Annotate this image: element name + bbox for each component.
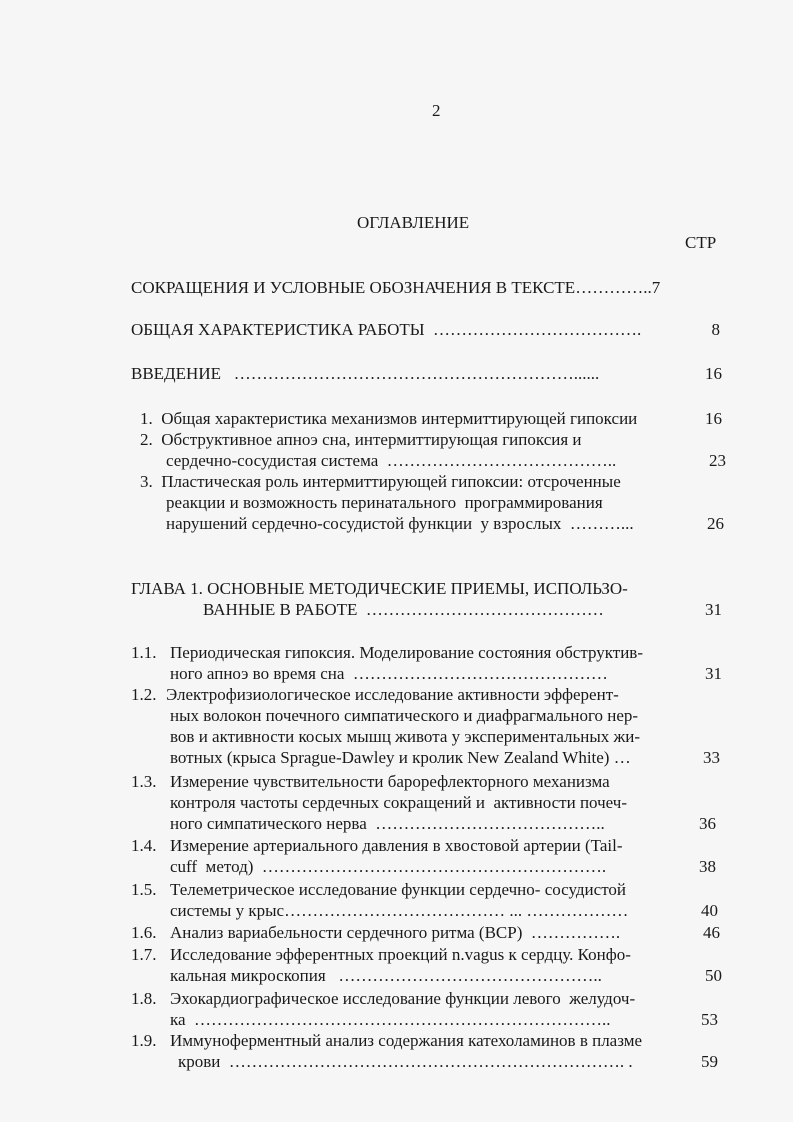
section-line: контроля частоты сердечных сокращений и активности почеч- bbox=[170, 793, 627, 812]
section-line: Измерение чувствительности барорефлекторного механизма bbox=[170, 772, 610, 791]
section-page: 46 bbox=[703, 923, 720, 942]
section-line: кальная микроскопия ……………………………………….. bbox=[170, 966, 602, 985]
intro-item-line: 3. Пластическая роль интермиттирующей гипоксии: отсроченные bbox=[140, 472, 621, 491]
intro-item-page: 16 bbox=[705, 409, 722, 428]
section-number: 1.5. bbox=[131, 880, 157, 899]
section-line: cuff метод) ……………………………………………………. bbox=[170, 857, 607, 876]
section-line: Анализ вариабельности сердечного ритма (ВСР) ……………. bbox=[170, 923, 621, 942]
toc-page-general-description: 8 bbox=[711, 320, 720, 339]
toc-entry-introduction: ВВЕДЕНИЕ ……………………………………………………...... bbox=[131, 364, 600, 383]
section-number: 1.2. bbox=[131, 685, 157, 704]
toc-entry-abbreviations: СОКРАЩЕНИЯ И УСЛОВНЫЕ ОБОЗНАЧЕНИЯ В ТЕКСТЕ…………..7 bbox=[131, 278, 661, 297]
toc-page-introduction: 16 bbox=[705, 364, 722, 383]
section-line: системы у крыс………………………………… ... ……………… bbox=[170, 901, 629, 920]
section-number: 1.8. bbox=[131, 989, 157, 1008]
section-line: вов и активности косых мышц живота у экспериментальных жи- bbox=[170, 727, 641, 746]
intro-item-line: реакции и возможность перинатального программирования bbox=[166, 493, 603, 512]
section-line: ного симпатического нерва ………………………………….. bbox=[170, 814, 605, 833]
page-number: 2 bbox=[432, 101, 441, 120]
section-page: 40 bbox=[701, 901, 718, 920]
chapter-title: ГЛАВА 1. ОСНОВНЫЕ МЕТОДИЧЕСКИЕ ПРИЕМЫ, ИСПОЛЬЗО- bbox=[131, 579, 628, 598]
section-line: Периодическая гипоксия. Моделирование состояния обструктив- bbox=[170, 643, 643, 662]
section-line: Эхокардиографическое исследование функции левого желудоч- bbox=[170, 989, 636, 1008]
section-line: Электрофизиологическое исследование активности эфферент- bbox=[166, 685, 619, 704]
intro-item-line: 2. Обструктивное апноэ сна, интермиттирующая гипоксия и bbox=[140, 430, 582, 449]
section-page: 36 bbox=[699, 814, 716, 833]
section-number: 1.9. bbox=[131, 1031, 157, 1050]
section-line: вотных (крыса Sprague-Dawley и кролик New Zealand White) … bbox=[170, 748, 631, 767]
section-line: Иммуноферментный анализ содержания катехоламинов в плазме bbox=[170, 1031, 643, 1050]
toc-entry-general-description: ОБЩАЯ ХАРАКТЕРИСТИКА РАБОТЫ ………………………………. bbox=[131, 320, 642, 339]
section-page: 50 bbox=[705, 966, 722, 985]
section-page: 31 bbox=[705, 664, 722, 683]
section-page: 59 bbox=[701, 1052, 718, 1071]
section-line: Исследование эфферентных проекций n.vagus к сердцу. Конфо- bbox=[170, 945, 631, 964]
intro-item-page: 26 bbox=[707, 514, 724, 533]
section-number: 1.4. bbox=[131, 836, 157, 855]
section-line: Телеметрическое исследование функции сердечно- сосудистой bbox=[170, 880, 627, 899]
intro-item-line: 1. Общая характеристика механизмов интермиттирующей гипоксии bbox=[140, 409, 638, 428]
intro-item-line: нарушений сердечно-сосудистой функции у взрослых ………... bbox=[166, 514, 634, 533]
section-page: 53 bbox=[701, 1010, 718, 1029]
chapter-page: 31 bbox=[705, 600, 722, 619]
section-number: 1.6. bbox=[131, 923, 157, 942]
section-page: 38 bbox=[699, 857, 716, 876]
section-number: 1.7. bbox=[131, 945, 157, 964]
section-page: 33 bbox=[703, 748, 720, 767]
intro-item-line: сердечно-сосудистая система ………………………………….. bbox=[166, 451, 617, 470]
section-line: ных волокон почечного симпатического и диафрагмального нер- bbox=[170, 706, 639, 725]
section-line: крови ……………………………………………………………. . bbox=[178, 1052, 633, 1071]
section-number: 1.1. bbox=[131, 643, 157, 662]
page-column-label: СТР bbox=[685, 233, 717, 252]
intro-item-page: 23 bbox=[709, 451, 726, 470]
section-line: ка ……………………………………………………………….. bbox=[170, 1010, 611, 1029]
section-line: Измерение артериального давления в хвостовой артерии (Tail- bbox=[170, 836, 623, 855]
toc-heading: ОГЛАВЛЕНИЕ bbox=[357, 213, 470, 232]
section-line: ного апноэ во время сна ……………………………………… bbox=[170, 664, 608, 683]
chapter-title: ВАННЫЕ В РАБОТЕ …………………………………… bbox=[203, 600, 604, 619]
section-number: 1.3. bbox=[131, 772, 157, 791]
